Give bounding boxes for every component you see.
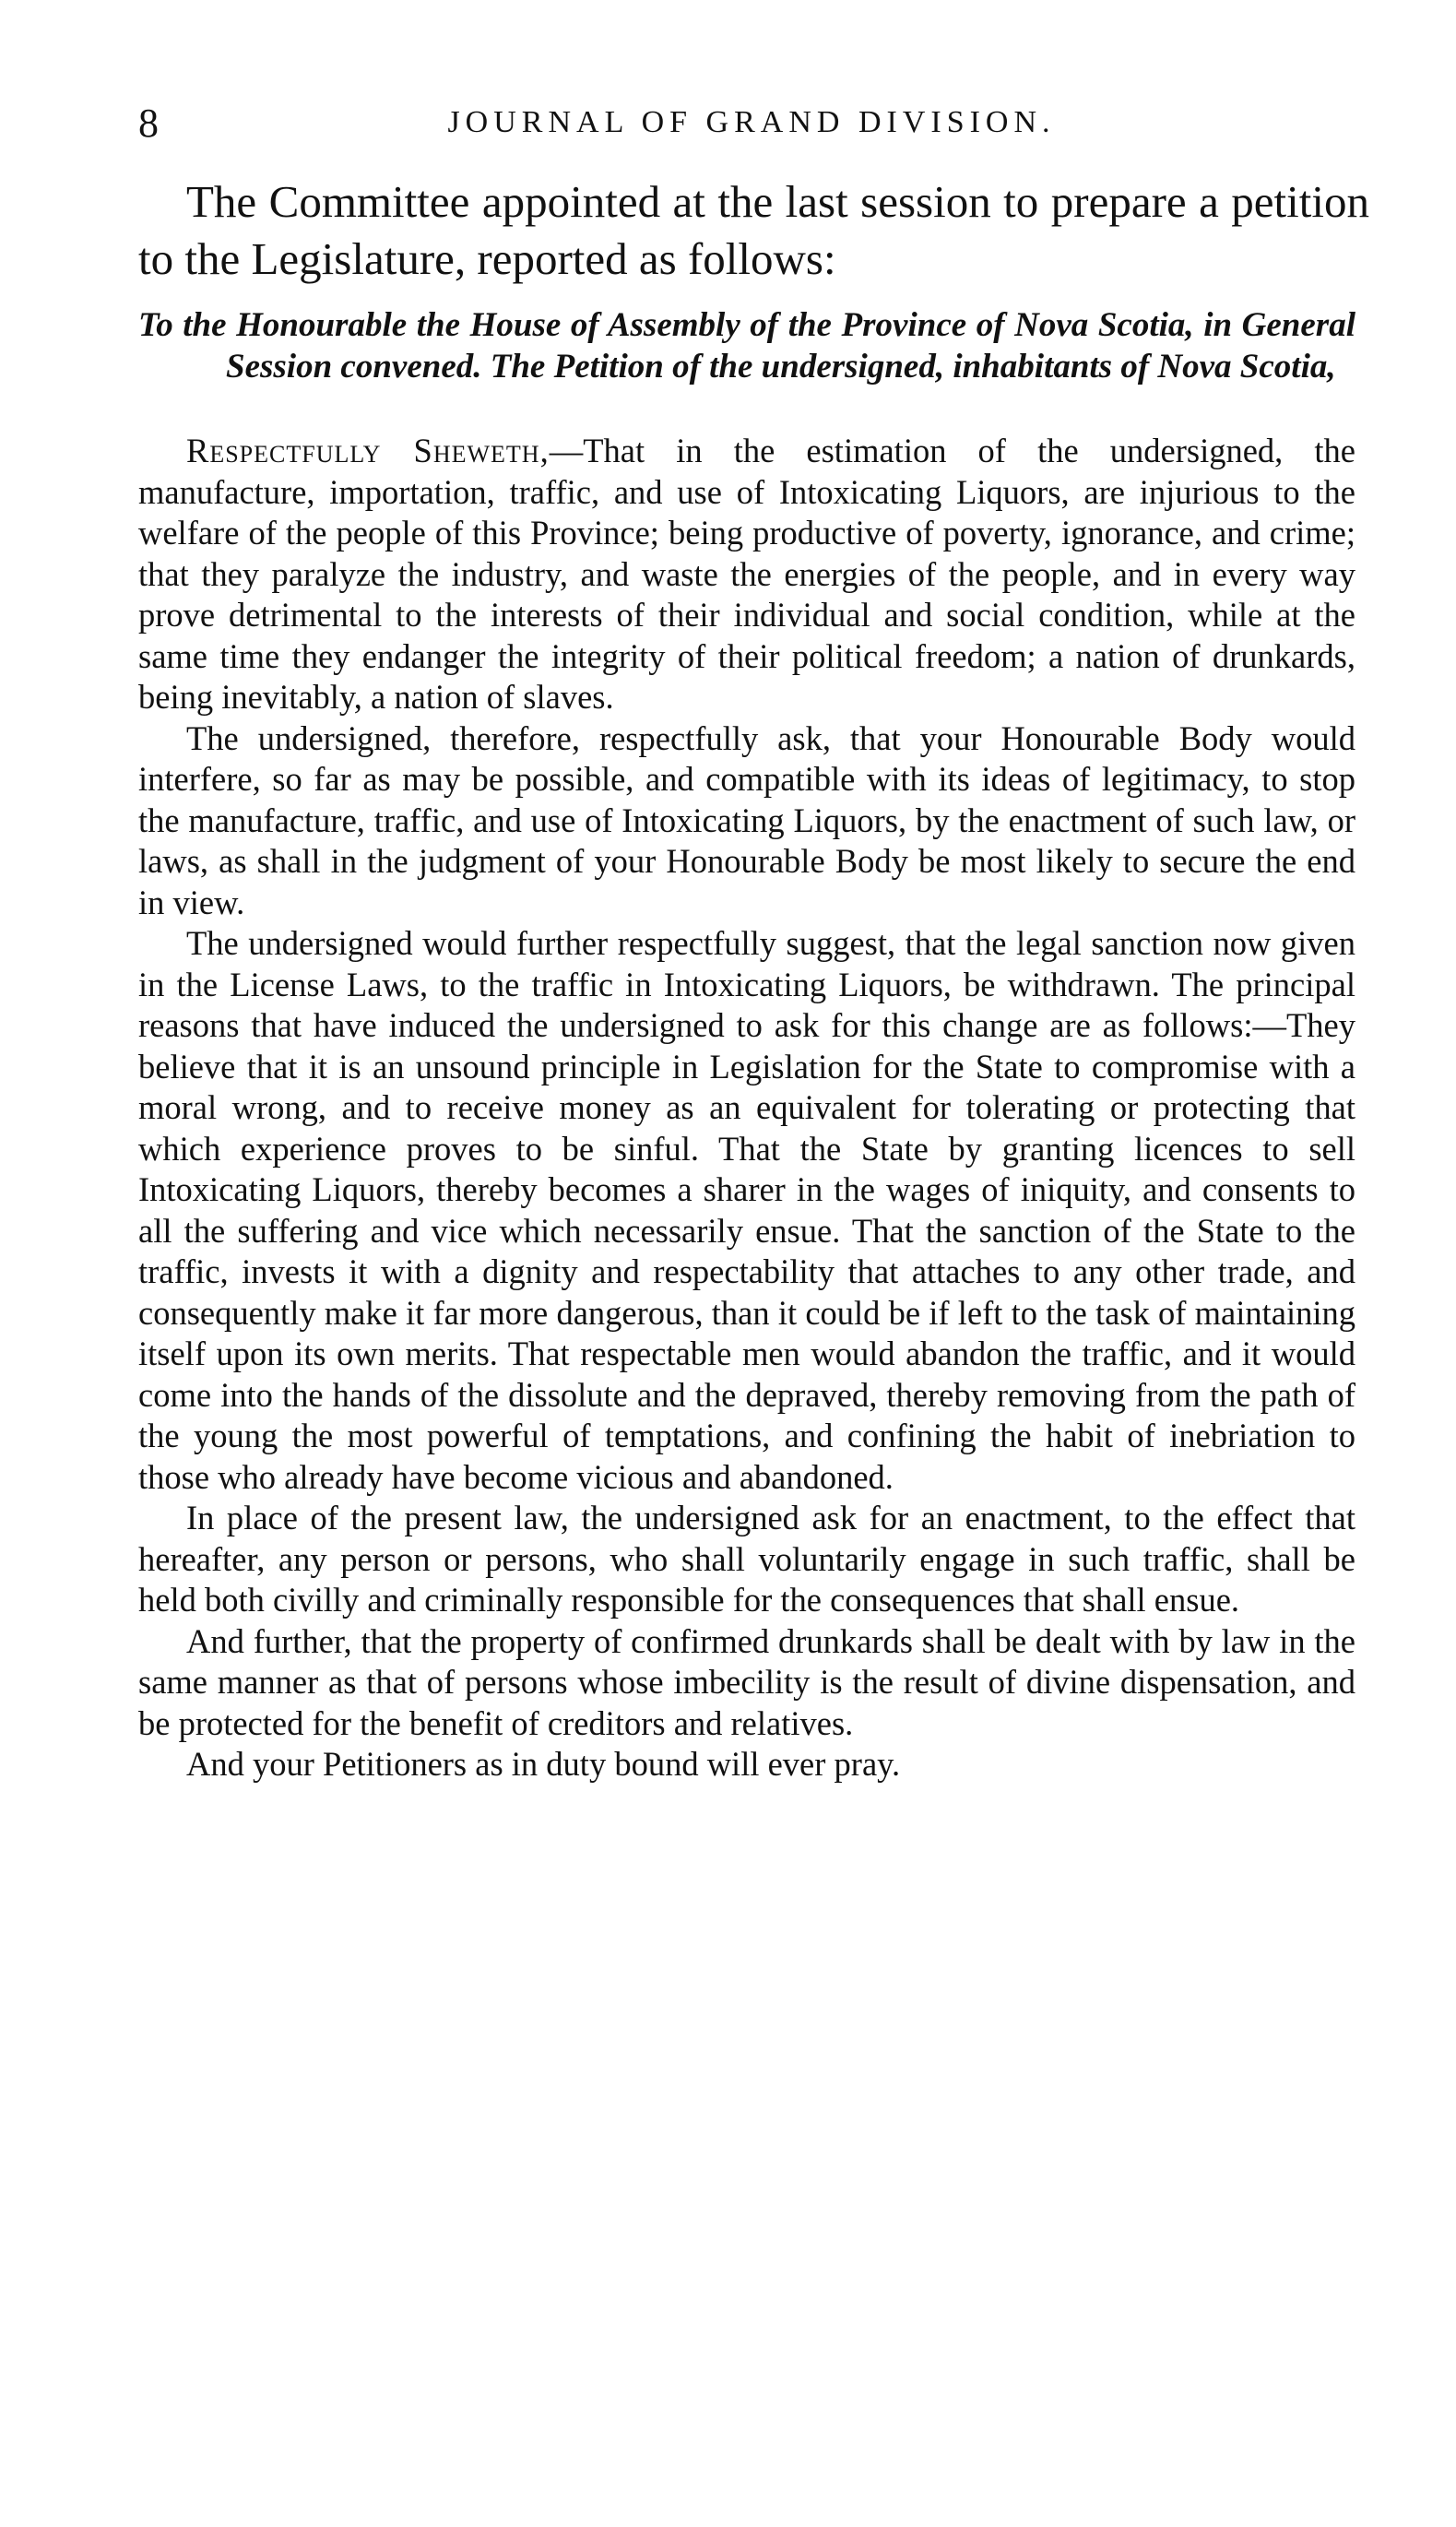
paragraph-3: The undersigned would further respectfully suggest, that the legal sanction now given in the License Laws, to the traffic in Intoxicating Liquors, be withdrawn. The principal reasons that have induced the undersigned to ask for this change are as follows:—They believe that it is an unsound principle in Legislation for the State to compromise with a moral wrong, and to receive money as an equivalent for tolerating or protecting that which experience proves to be sinful. That the State by granting licences to sell Intoxicating Liquors, thereby becomes a sharer in the wages of iniquity, and consents to all the suffering and vice which necessarily ensue. That the sanction of the State to the traffic, invests it with a dignity and respectability that attaches to any other trade, and consequently make it far more dangerous, than it could be if left to the task of maintaining itself upon its own merits. That respectable men would abandon the traffic, and it would come into the hands of the dissolute and the depraved, thereby removing from the path of the young the most powerful of temptations, and confining the habit of inebriation to those who already have become vicious and abandoned. [138, 924, 1355, 1496]
paragraph-1 [138, 431, 1355, 718]
running-head: JOURNAL OF GRAND DIVISION. [447, 105, 1056, 139]
paragraph-4: In place of the present law, the undersigned ask for an enactment, to the effect that hereafter, any person or persons, who shall voluntarily engage in such traffic, shall be held both civilly and criminally responsible for the consequences that shall ensue. [138, 1499, 1355, 1619]
petition-address: To the Honourable the House of Assembly of the Province of Nova Scotia, in General Session convened. The Petition of the undersigned, inhabitants of Nova Scotia, [138, 306, 1355, 386]
paragraph-1-text: —That in the estimation of the undersigned, the manufacture, importation, traffic, and use of Intoxicating Liquors, are injurious to the welfare of the people of this Province; being productive of poverty, ignorance, and crime; that they paralyze the industry, and waste the energies of the people, and in every way prove detrimental to the interests of their individual and social condition, while at the same time they endanger the integrity of their political freedom; a nation of drunkards, being inevitably, a nation of slaves. [138, 432, 1355, 716]
paragraph-2: The undersigned, therefore, respectfully ask, that your Honourable Body would interfere, so far as may be possible, and compatible with its ideas of legitimacy, to stop the manufacture, traffic, and use of Intoxicating Liquors, by the enactment of such law, or laws, as shall in the judgment of your Honourable Body be most likely to secure the end in view. [138, 718, 1355, 921]
paragraph-6: And your Petitioners as in duty bound will ever pray. [186, 1745, 901, 1783]
intro-paragraph: The Committee appointed at the last session to prepare a petition to the Legislature, reported as follows: [138, 176, 1369, 284]
salutation: Respectfully Sheweth, [186, 432, 550, 469]
paragraph-5: And further, that the property of confirmed drunkards shall be dealt with by law in the same manner as that of persons whose imbecility is the result of divine dispensation, and be protected for the benefit of creditors and relatives. [138, 1621, 1355, 1742]
petition-body [138, 431, 1355, 1786]
page-number: 8 [138, 101, 159, 146]
page-header [138, 100, 1365, 155]
